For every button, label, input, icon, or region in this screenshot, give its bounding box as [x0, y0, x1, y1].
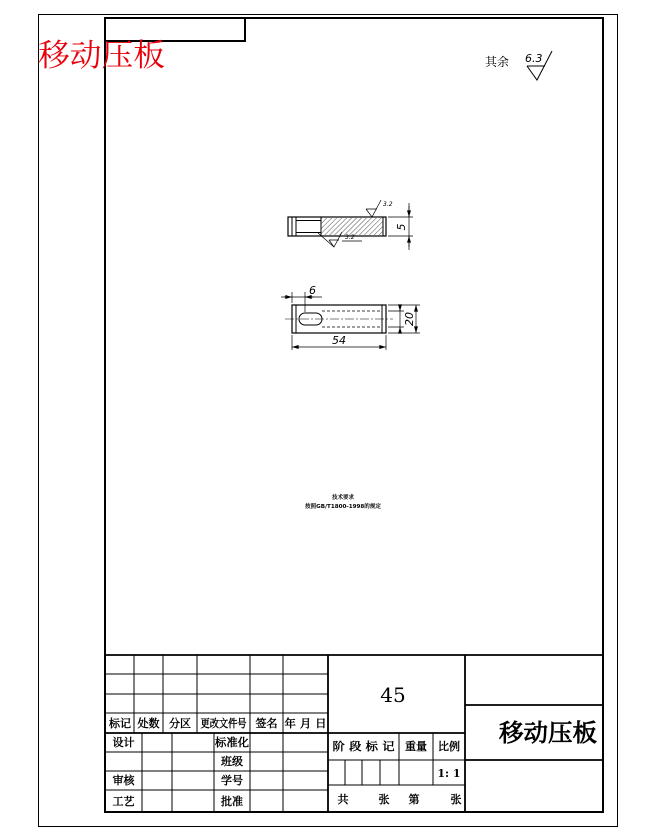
- roughness-bottom-value: 3.2: [345, 234, 355, 241]
- revision-header-count: 处数: [137, 717, 160, 730]
- sheet-total-suffix: 张: [378, 793, 390, 806]
- length-dimension-text: 54: [332, 334, 346, 347]
- roughness-other-value: 6.3: [525, 52, 543, 65]
- sheet-current-suffix: 张: [450, 793, 462, 806]
- stage-mark-label: 阶 段 标 记: [332, 740, 388, 753]
- revision-header-zone: 分区: [169, 717, 191, 730]
- roughness-top-value: 3.2: [383, 201, 393, 208]
- technical-notes-text: 按照GB/T1800-1998的规定: [305, 504, 380, 510]
- signature-approval-label: 批准: [221, 795, 243, 808]
- sheet-total-prefix: 共: [337, 793, 349, 806]
- revision-header-date: 年 月 日: [284, 717, 326, 730]
- slot-offset-dimension-text: 6: [309, 284, 316, 297]
- side-view-dimension-text: 5: [395, 223, 408, 231]
- signature-review-label: 审核: [112, 774, 135, 787]
- revision-header-mark: 标记: [109, 717, 131, 730]
- signature-design-label: 设计: [112, 736, 135, 749]
- signature-class-label: 班级: [221, 755, 243, 768]
- sheet-current-prefix: 第: [408, 793, 420, 806]
- roughness-other-label: 其余: [485, 55, 510, 69]
- width-dimension-text: 20: [403, 312, 416, 326]
- technical-notes-title: 技术要求: [331, 495, 355, 501]
- signature-standardization-label: 标准化: [215, 736, 248, 749]
- signature-student-no-label: 学号: [221, 774, 243, 787]
- weight-label: 重量: [405, 740, 427, 753]
- signature-process-label: 工艺: [112, 795, 135, 808]
- side-view-section-hatch: [321, 218, 383, 235]
- revision-header-signature: 签名: [255, 717, 278, 730]
- overlay-title: 移动压板: [38, 38, 165, 74]
- scale-label: 比例: [438, 740, 460, 753]
- revision-header-document: 更改文件号: [200, 717, 256, 730]
- material-value: 45: [380, 683, 406, 707]
- part-name: 移动压板: [497, 718, 597, 747]
- scale-value: 1: 1: [437, 767, 461, 780]
